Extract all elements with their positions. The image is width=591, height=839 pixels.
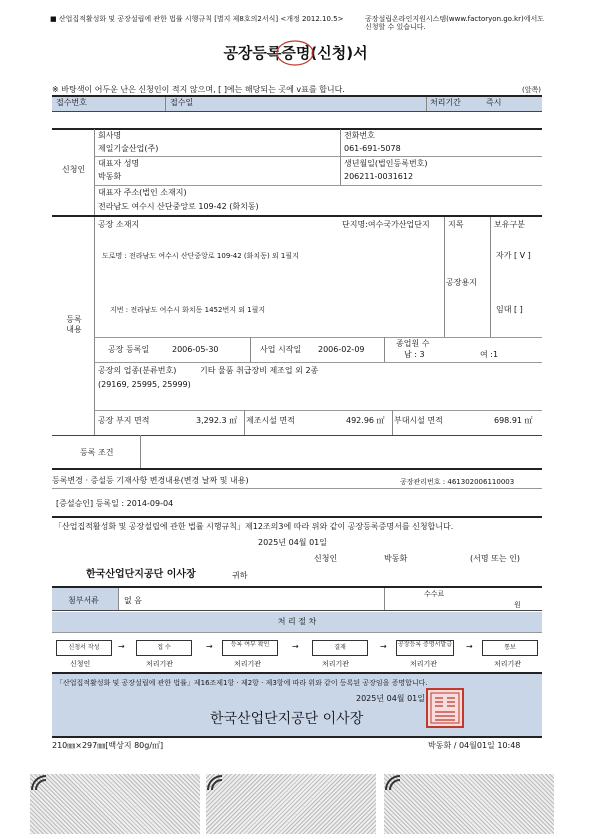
receipt-number-label: 접수번호 xyxy=(56,98,87,107)
registration-date-label: 공장 등록일 xyxy=(108,345,150,354)
employee-count-label: 종업원 수 xyxy=(396,339,430,348)
manufacturing-area-label: 제조시설 면적 xyxy=(246,416,295,425)
process-step-1: 신청서 작성 xyxy=(56,640,112,656)
paper-spec: 210㎜×297㎜[백상지 80g/㎡] xyxy=(52,741,164,750)
process-arrow-5: → xyxy=(466,642,473,651)
road-address: 도로명 : 전라남도 여수시 산단중앙로 109-42 (화치동) 외 1필지 xyxy=(102,252,299,260)
receipt-date-label: 접수일 xyxy=(170,98,194,107)
industrial-complex-label: 단지명:여수국가산업단지 xyxy=(342,220,430,229)
process-arrow-4: → xyxy=(380,642,387,651)
company-name-label: 회사명 xyxy=(98,131,122,140)
process-step-2: 접 수 xyxy=(136,640,192,656)
processing-period-value: 즉시 xyxy=(486,98,502,107)
lot-address: 지번 : 전라남도 여수시 화치동 1452번지 외 1필지 xyxy=(110,306,266,314)
factory-location-label: 공장 소재지 xyxy=(98,220,140,229)
process-actor-2: 처리기관 xyxy=(146,660,174,668)
auxiliary-area-value: 698.91 ㎡ xyxy=(494,416,533,425)
ownership-label: 보유구분 xyxy=(494,220,525,229)
fee-unit: 원 xyxy=(514,601,521,609)
ownership-lease-option: 임대 [ ] xyxy=(496,305,523,314)
title-circle-mark xyxy=(275,39,315,67)
registration-section-label: 등록 내용 xyxy=(66,315,82,334)
applicant-sign-name: 박동화 xyxy=(384,554,408,563)
attachments-value: 없 음 xyxy=(124,596,142,605)
land-category-label: 지목 xyxy=(448,220,464,229)
site-area-value: 3,292.3 ㎡ xyxy=(196,416,238,425)
representative-value: 박동화 xyxy=(98,172,122,181)
birth-value: 206211-0031612 xyxy=(344,172,414,181)
address-value: 전라남도 여수시 산단중앙로 109-42 (화치동) xyxy=(98,202,259,211)
process-arrow-3: → xyxy=(292,642,299,651)
conditions-label: 등록 조건 xyxy=(80,448,114,457)
attachments-label: 첨부서류 xyxy=(68,596,99,605)
phone-label: 전화번호 xyxy=(344,131,375,140)
industry-value: 기타 물품 취급장비 제조업 외 2종 xyxy=(200,366,319,375)
process-actor-3: 처리기관 xyxy=(234,660,262,668)
process-step-4: 결재 xyxy=(312,640,368,656)
receipt-band xyxy=(52,97,542,111)
certification-date: 2025년 04월 01일 xyxy=(356,694,425,703)
fee-label: 수수료 xyxy=(424,590,445,598)
address-label: 대표자 주소(법인 소재지) xyxy=(98,188,187,197)
process-step-6: 통보 xyxy=(482,640,538,656)
declaration-text: 「산업집적활성화 및 공장설립에 관한 법률 시행규칙」제12조의3에 따라 위와 같이 공장등록증명서를 신청합니다. xyxy=(54,522,454,531)
process-actor-5: 처리기관 xyxy=(410,660,438,668)
process-actor-6: 처리기관 xyxy=(494,660,522,668)
factory-management-number: 공장관리번호 : 461302006110003 xyxy=(400,478,515,486)
page-side-label: (앞쪽) xyxy=(522,86,541,94)
process-actor-1: 신청인 xyxy=(70,660,91,668)
process-arrow-1: → xyxy=(118,642,125,651)
certification-text: 「산업집적활성화 및 공장설립에 관한 법률」제16조제1항 · 제2항 · 제3항에 따라 위와 같이 등록된 공장임을 증명합니다. xyxy=(56,679,428,687)
business-start-label: 사업 시작일 xyxy=(260,345,302,354)
recipient-suffix: 귀하 xyxy=(232,571,248,580)
manufacturing-area-value: 492.96 ㎡ xyxy=(346,416,385,425)
legal-reference: ■ 산업집적활성화 및 공장설립에 관한 법률 시행규칙 [별지 제8호의2서식] <개정 2012.10.5> xyxy=(50,15,344,23)
applicant-sign-label: 신청인 xyxy=(314,554,338,563)
recipient-name: 한국산업단지공단 이사장 xyxy=(86,569,196,580)
company-name-value: 제일기술산업(주) xyxy=(98,144,159,153)
representative-label: 대표자 성명 xyxy=(98,159,140,168)
security-pattern-2 xyxy=(206,774,376,834)
business-start-value: 2006-02-09 xyxy=(318,345,365,354)
registration-date-value: 2006-05-30 xyxy=(172,345,219,354)
official-seal xyxy=(426,688,464,728)
security-pattern-3 xyxy=(384,774,554,834)
employee-female-count: 여 :1 xyxy=(480,350,499,359)
print-stamp: 박동화 / 04월01일 10:48 xyxy=(428,741,521,750)
auxiliary-area-label: 부대시설 면적 xyxy=(394,416,443,425)
industry-label: 공장의 업종(분류번호) xyxy=(98,366,177,375)
employee-male-count: 남 : 3 xyxy=(404,350,425,359)
notice-text: ※ 바탕색이 어두운 난은 신청인이 적지 않으며, [ ]에는 해당되는 곳에 v표를 합니다. xyxy=(52,85,345,94)
sign-note: (서명 또는 인) xyxy=(470,554,520,563)
security-pattern-1 xyxy=(30,774,200,834)
site-area-label: 공장 부지 면적 xyxy=(98,416,150,425)
ownership-own-option: 자가 [ V ] xyxy=(496,251,531,260)
applicant-section-label: 신청인 xyxy=(62,165,86,174)
processing-period-label: 처리기간 xyxy=(430,98,461,107)
birth-label: 생년월일(법인등록번호) xyxy=(344,159,428,168)
change-entry: [증설승인] 등록일 : 2014-09-04 xyxy=(56,499,174,508)
land-category-value: 공장용지 xyxy=(446,278,477,287)
process-step-5: 공장등록 증명서발급 xyxy=(396,640,454,656)
online-system-note: 공장설립온라인지원시스템(www.factoryon.go.kr)에서도 신청할 수 있습니다. xyxy=(365,15,545,31)
changes-label: 등록변경 · 증설등 기재사항 변경내용(변경 날짜 및 내용) xyxy=(52,476,249,485)
page-title: 공장등록증명(신청)서 xyxy=(223,44,368,62)
process-title: 처 리 절 차 xyxy=(277,617,317,626)
apply-date: 2025년 04월 01일 xyxy=(258,538,327,547)
issuer-name: 한국산업단지공단 이사장 xyxy=(210,711,364,727)
process-step-3: 등록 여부 확인 xyxy=(222,640,278,656)
phone-value: 061-691-5078 xyxy=(344,144,401,153)
process-arrow-2: → xyxy=(206,642,213,651)
process-actor-4: 처리기관 xyxy=(322,660,350,668)
industry-codes: (29169, 25995, 25999) xyxy=(98,380,191,389)
